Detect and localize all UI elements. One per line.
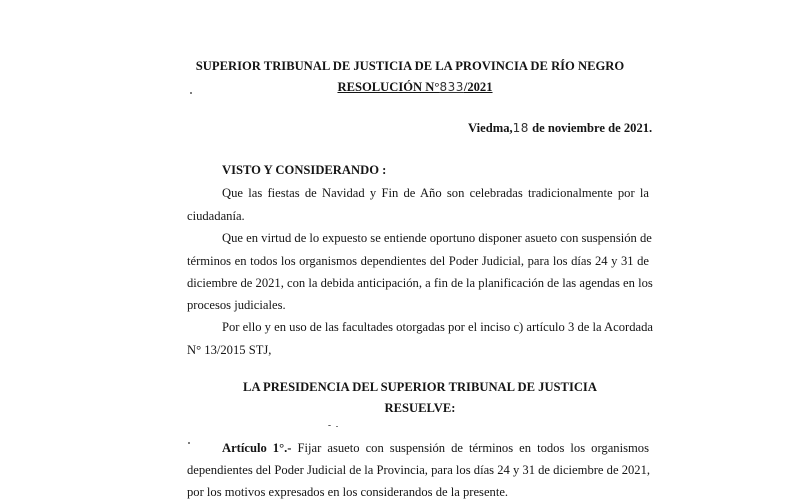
resolution-number-line [250, 80, 580, 94]
considerandos-p2-line1: Que en virtud de lo expuesto se entiende oportuno disponer asueto con suspensión de [222, 231, 652, 245]
considerandos-p1-line2: ciudadanía. [187, 209, 245, 223]
scan-speck [328, 425, 331, 426]
article1-line2: dependientes del Poder Judicial de la Provincia, para los días 24 y 31 de diciembre de 2021, [187, 463, 651, 477]
resuelve-heading: RESUELVE: [384, 401, 456, 415]
article1-line3: por los motivos expresados en los considerandos de la presente. [187, 485, 509, 499]
considerandos-p2-line4: procesos judiciales. [187, 298, 286, 312]
dateline-city: Viedma, [468, 121, 513, 135]
dateline [468, 121, 652, 135]
considerandos-p3-line2: N° 13/2015 STJ, [187, 343, 272, 357]
scan-speck [336, 426, 338, 427]
article1-text-line1: Fijar asueto con suspensión de términos en todos los organismos [291, 441, 649, 455]
dateline-day-handwritten: 18 [512, 121, 529, 135]
presidencia-heading: LA PRESIDENCIA DEL SUPERIOR TRIBUNAL DE JUSTICIA [243, 380, 597, 394]
scan-speck [190, 92, 192, 94]
considerandos-heading: VISTO Y CONSIDERANDO : [222, 163, 387, 177]
resolution-number-handwritten: 833 [439, 80, 464, 94]
considerandos-p3-line1: Por ello y en uso de las facultades otorgadas por el inciso c) artículo 3 de la Acordada [222, 320, 653, 334]
scan-speck [188, 442, 190, 444]
considerandos-p2-line2: términos en todos los organismos dependientes del Poder Judicial, para los días 24 y 31 de [187, 254, 649, 268]
considerandos-p2-line3: diciembre de 2021, con la debida anticipación, a fin de la planificación de las agendas en los [187, 276, 653, 290]
article1-label: Artículo 1°.- [222, 441, 292, 455]
court-title: SUPERIOR TRIBUNAL DE JUSTICIA DE LA PROVINCIA DE RÍO NEGRO [195, 59, 625, 73]
dateline-rest: de noviembre de 2021. [528, 121, 653, 135]
resolution-prefix: RESOLUCIÓN N° [337, 80, 440, 94]
article1-line1 [222, 441, 649, 455]
resolution-year: /2021 [463, 80, 493, 94]
considerandos-p1-line1: Que las fiestas de Navidad y Fin de Año son celebradas tradicionalmente por la [222, 186, 649, 200]
